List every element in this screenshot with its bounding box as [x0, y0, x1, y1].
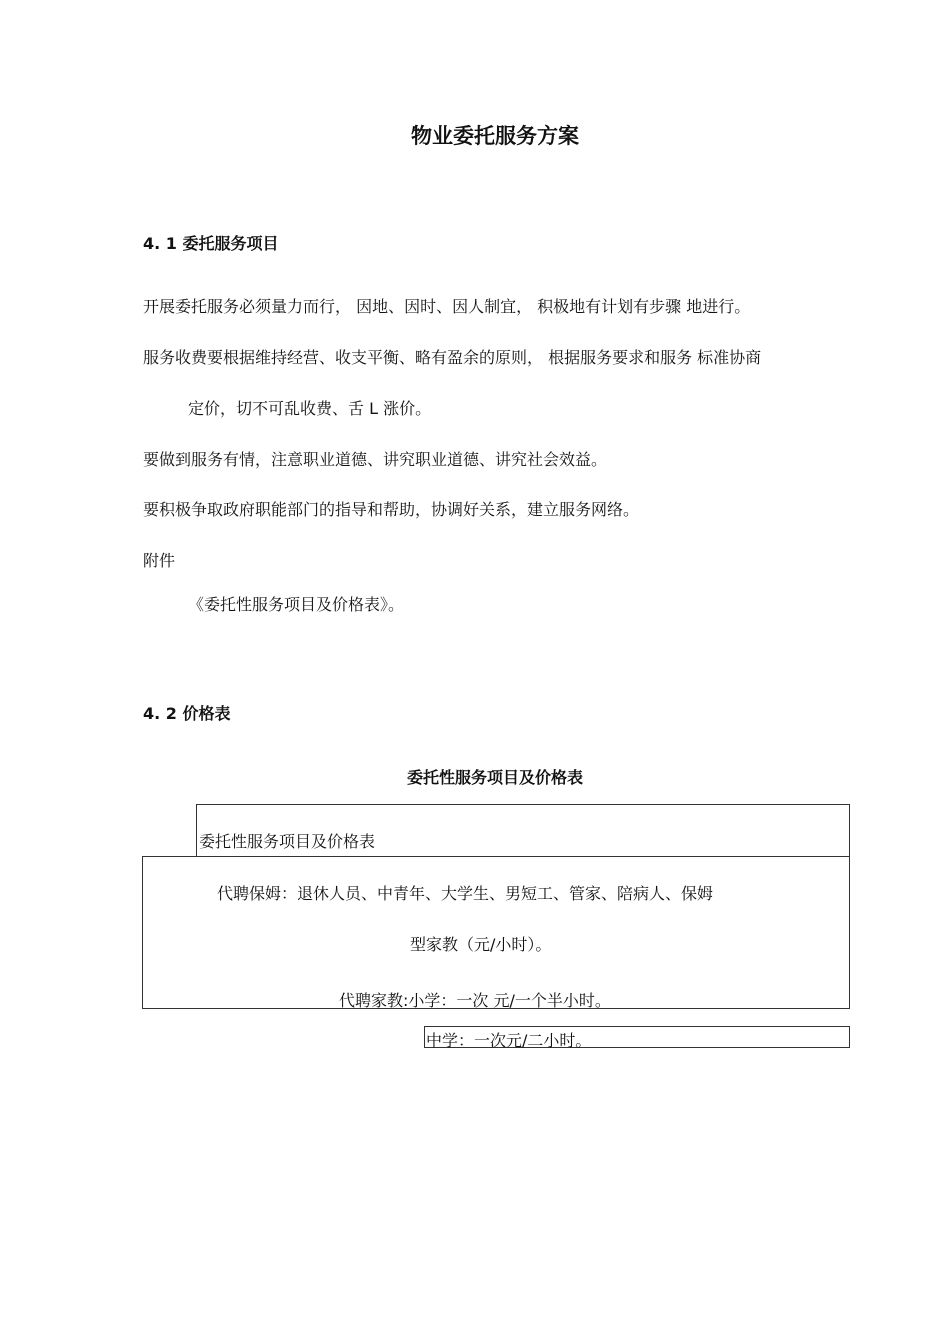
paragraph-4: 要积极争取政府职能部门的指导和帮助，协调好关系，建立服务网络。 — [143, 500, 640, 519]
section-heading-4-1: 4. 1 委托服务项目 — [143, 234, 279, 253]
table-line-2: 型家教（元/小时）。 — [410, 935, 552, 954]
table-line-1: 代聘保姆：退休人员、中青年、大学生、男短工、管家、陪病人、保姆 — [217, 884, 714, 903]
attachment-label: 附件 — [143, 551, 176, 570]
table-line-4: 中学：一次元/二小时。 — [426, 1031, 592, 1050]
table-header-text: 委托性服务项目及价格表 — [199, 832, 376, 851]
paragraph-1: 开展委托服务必须量力而行， 因地、因时、因人制宜， 积极地有计划有步骤 地进行。 — [143, 297, 751, 316]
table-body-cell — [142, 856, 850, 1009]
table-header-cell — [196, 804, 850, 857]
paragraph-3: 要做到服务有情，注意职业道德、讲究职业道德、讲究社会效益。 — [143, 450, 608, 469]
table-title: 委托性服务项目及价格表 — [406, 768, 583, 787]
page-title: 物业委托服务方案 — [411, 124, 579, 148]
paragraph-2-continued: 定价，切不可乱收费、舌 L 涨价。 — [188, 399, 432, 418]
section-heading-4-2: 4. 2 价格表 — [143, 704, 231, 723]
table-line-3: 代聘家教:小学：一次 元/一个半小时。 — [339, 991, 611, 1010]
paragraph-2: 服务收费要根据维持经营、收支平衡、略有盈余的原则， 根据服务要求和服务 标准协商 — [143, 348, 762, 367]
attachment-item: 《委托性服务项目及价格表》。 — [188, 595, 405, 614]
table-row-middle-school — [424, 1026, 850, 1048]
